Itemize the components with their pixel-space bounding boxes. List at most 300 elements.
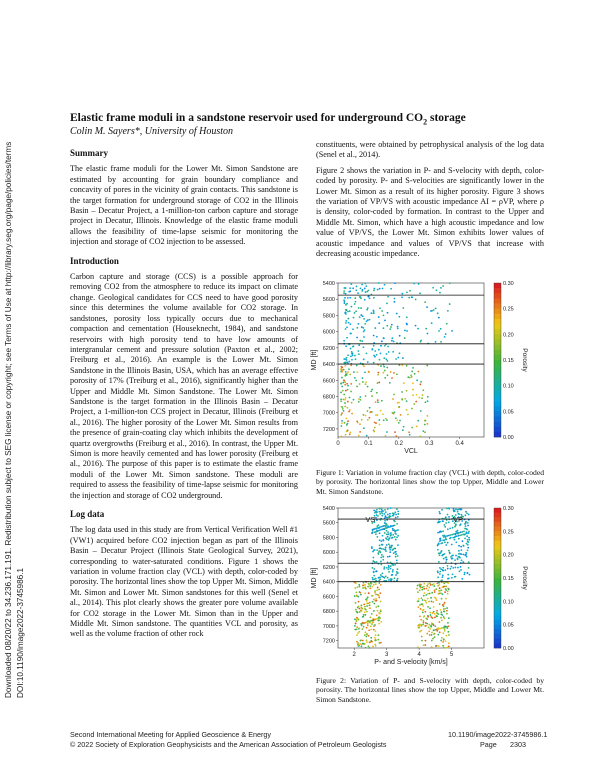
data-point: [387, 346, 389, 348]
data-point: [468, 514, 470, 516]
colorbar-segment: [494, 283, 501, 288]
data-point: [442, 593, 444, 595]
data-point: [390, 532, 392, 534]
colorbar-segment: [494, 578, 501, 583]
data-point: [443, 586, 445, 588]
data-point: [370, 312, 372, 314]
data-point: [441, 614, 443, 616]
data-point: [460, 549, 462, 551]
data-point: [425, 640, 427, 642]
data-point: [442, 570, 444, 572]
data-point: [374, 578, 376, 580]
data-point: [344, 399, 346, 401]
data-point: [441, 627, 443, 629]
colorbar-tick-label: 0.15: [503, 576, 514, 582]
data-point: [414, 373, 416, 375]
data-point: [365, 285, 367, 287]
data-point: [444, 591, 446, 593]
data-point: [467, 525, 469, 527]
data-point: [348, 291, 350, 293]
data-point: [397, 326, 399, 328]
data-point: [377, 620, 379, 622]
data-point: [406, 323, 408, 325]
data-point: [383, 327, 385, 329]
data-point: [384, 520, 386, 522]
figure-1-chart: [302, 275, 538, 461]
data-point: [386, 431, 388, 433]
data-point: [345, 434, 347, 436]
data-point: [422, 389, 424, 391]
data-point: [365, 636, 367, 638]
data-point: [417, 420, 419, 422]
data-point: [386, 523, 388, 525]
data-point: [346, 337, 348, 339]
colorbar-segment: [494, 298, 501, 303]
data-point: [396, 572, 398, 574]
data-point: [442, 576, 444, 578]
data-point: [372, 567, 374, 569]
data-point: [378, 595, 380, 597]
data-point: [347, 420, 349, 422]
data-point: [461, 534, 463, 536]
data-point: [429, 593, 431, 595]
data-point: [460, 546, 462, 548]
data-point: [386, 533, 388, 535]
data-point: [461, 531, 463, 533]
data-point: [346, 383, 348, 385]
y-tick-label: 5600: [322, 520, 335, 527]
data-point: [389, 328, 391, 330]
data-point: [396, 536, 398, 538]
data-point: [427, 589, 429, 591]
data-point: [347, 297, 349, 299]
data-point: [434, 633, 436, 635]
data-point: [346, 326, 348, 328]
data-point: [440, 568, 442, 570]
data-point: [443, 605, 445, 607]
data-point: [368, 592, 370, 594]
data-point: [365, 395, 367, 397]
data-point: [409, 434, 411, 436]
data-point: [383, 513, 385, 515]
data-point: [438, 330, 440, 332]
data-point: [437, 593, 439, 595]
data-point: [436, 599, 438, 601]
data-point: [468, 537, 470, 539]
data-point: [446, 323, 448, 325]
colorbar-segment: [494, 432, 501, 437]
x-axis-label: VCL: [404, 448, 418, 455]
data-point: [449, 553, 451, 555]
data-point: [345, 311, 347, 313]
data-point: [401, 391, 403, 393]
data-point: [378, 349, 380, 351]
data-point: [389, 551, 391, 553]
data-point: [397, 357, 399, 359]
data-point: [389, 382, 391, 384]
data-point: [364, 606, 366, 608]
data-point: [464, 523, 466, 525]
data-point: [354, 618, 356, 620]
data-point: [361, 340, 363, 342]
data-point: [439, 603, 441, 605]
data-point: [372, 577, 374, 579]
data-point: [426, 365, 428, 367]
colorbar-segment: [494, 643, 501, 648]
doi-notice: DOI:10.1190/image2022-3745986.1: [16, 567, 25, 698]
data-point: [391, 340, 393, 342]
data-point: [439, 567, 441, 569]
data-point: [466, 512, 468, 514]
data-point: [356, 611, 358, 613]
data-point: [435, 307, 437, 309]
data-point: [431, 634, 433, 636]
data-point: [448, 617, 450, 619]
data-point: [422, 605, 424, 607]
data-point: [391, 324, 393, 326]
data-point: [380, 557, 382, 559]
colorbar-segment: [494, 329, 501, 334]
data-point: [427, 616, 429, 618]
data-point: [357, 292, 359, 294]
data-point: [463, 530, 465, 532]
data-point: [445, 522, 447, 524]
data-point: [345, 371, 347, 373]
data-point: [347, 311, 349, 313]
data-point: [397, 578, 399, 580]
data-point: [421, 636, 423, 638]
data-point: [426, 415, 428, 417]
data-point: [375, 571, 377, 573]
data-point: [466, 535, 468, 537]
data-point: [353, 317, 355, 319]
data-point: [452, 567, 454, 569]
data-point: [383, 314, 385, 316]
data-point: [449, 568, 451, 570]
data-point: [439, 513, 441, 515]
data-point: [377, 289, 379, 291]
data-point: [373, 619, 375, 621]
data-point: [396, 523, 398, 525]
colorbar-segment: [494, 513, 501, 518]
data-point: [386, 325, 388, 327]
data-point: [345, 417, 347, 419]
colorbar-segment: [494, 293, 501, 298]
data-point: [457, 567, 459, 569]
data-point: [433, 606, 435, 608]
data-point: [422, 612, 424, 614]
data-point: [348, 411, 350, 413]
data-point: [382, 288, 384, 290]
data-point: [454, 567, 456, 569]
data-point: [447, 514, 449, 516]
data-point: [427, 400, 429, 402]
data-point: [389, 549, 391, 551]
data-point: [439, 571, 441, 573]
data-point: [356, 617, 358, 619]
data-point: [367, 620, 369, 622]
data-point: [444, 541, 446, 543]
data-point: [443, 558, 445, 560]
data-point: [354, 355, 356, 357]
data-point: [422, 430, 424, 432]
data-point: [374, 427, 376, 429]
data-point: [468, 532, 470, 534]
data-point: [360, 594, 362, 596]
data-point: [406, 316, 408, 318]
data-point: [344, 422, 346, 424]
data-point: [361, 645, 363, 647]
data-point: [360, 610, 362, 612]
data-point: [384, 549, 386, 551]
data-point: [394, 520, 396, 522]
author-line: Colin M. Sayers*, University of Houston: [70, 126, 234, 137]
colorbar-segment: [494, 611, 501, 616]
colorbar-segment: [494, 527, 501, 532]
colorbar-segment: [494, 288, 501, 293]
data-point: [411, 376, 413, 378]
colorbar-tick-label: 0.25: [503, 306, 514, 313]
data-point: [345, 320, 347, 322]
data-point: [367, 623, 369, 625]
data-point: [442, 645, 444, 647]
y-tick-label: 7000: [322, 410, 335, 417]
data-point: [445, 561, 447, 563]
data-point: [421, 625, 423, 627]
data-point: [439, 540, 441, 542]
data-point: [355, 310, 357, 312]
data-point: [397, 555, 399, 557]
data-point: [393, 394, 395, 396]
data-point: [398, 422, 400, 424]
data-point: [402, 429, 404, 431]
colorbar-tick-label: 0.05: [503, 622, 514, 629]
data-point: [393, 372, 395, 374]
data-point: [420, 341, 422, 343]
data-point: [377, 401, 379, 403]
data-point: [382, 556, 384, 558]
data-point: [383, 568, 385, 570]
data-point: [377, 605, 379, 607]
data-point: [360, 604, 362, 606]
data-point: [341, 406, 343, 408]
data-point: [378, 589, 380, 591]
data-point: [458, 550, 460, 552]
colorbar-segment: [494, 606, 501, 611]
data-point: [418, 627, 420, 629]
data-point: [392, 528, 394, 530]
data-point: [420, 381, 422, 383]
data-point: [363, 604, 365, 606]
data-point: [354, 297, 356, 299]
data-point: [443, 647, 445, 649]
data-point: [401, 364, 403, 366]
data-point: [424, 592, 426, 594]
data-point: [372, 595, 374, 597]
data-point: [388, 579, 390, 581]
download-sidebar: [2, 80, 36, 700]
data-point: [360, 287, 362, 289]
data-point: [467, 550, 469, 552]
data-point: [385, 576, 387, 578]
data-point: [380, 642, 382, 644]
data-point: [444, 630, 446, 632]
data-point: [358, 353, 360, 355]
data-point: [374, 590, 376, 592]
data-point: [347, 389, 349, 391]
colorbar-segment: [494, 406, 501, 411]
data-point: [454, 576, 456, 578]
data-point: [360, 623, 362, 625]
data-point: [357, 350, 359, 352]
data-point: [344, 375, 346, 377]
data-point: [373, 625, 375, 627]
data-point: [394, 282, 396, 284]
data-point: [458, 538, 460, 540]
data-point: [375, 414, 377, 416]
data-point: [386, 544, 388, 546]
data-point: [378, 419, 380, 421]
data-point: [364, 371, 366, 373]
data-point: [392, 398, 394, 400]
data-point: [340, 425, 342, 427]
data-point: [365, 383, 367, 385]
data-point: [399, 352, 401, 354]
data-point: [428, 626, 430, 628]
data-point: [385, 550, 387, 552]
colorbar-segment: [494, 314, 501, 319]
data-point: [373, 599, 375, 601]
colorbar-segment: [494, 587, 501, 592]
data-point: [383, 357, 385, 359]
data-point: [434, 589, 436, 591]
data-point: [364, 299, 366, 301]
data-point: [356, 371, 358, 373]
data-point: [358, 631, 360, 633]
data-point: [416, 426, 418, 428]
data-point: [425, 594, 427, 596]
footer-copyright: © 2022 Society of Exploration Geophysicists and the American Association of Petroleum Geologists: [70, 740, 387, 749]
data-point: [396, 508, 398, 510]
data-point: [380, 561, 382, 563]
data-point: [409, 290, 411, 292]
colorbar-segment: [494, 620, 501, 625]
data-point: [343, 292, 345, 294]
data-point: [416, 394, 418, 396]
data-point: [406, 330, 408, 332]
data-point: [373, 431, 375, 433]
data-point: [394, 411, 396, 413]
data-point: [417, 606, 419, 608]
data-point: [380, 353, 382, 355]
data-point: [343, 299, 345, 301]
data-point: [375, 510, 377, 512]
data-point: [376, 614, 378, 616]
data-point: [445, 535, 447, 537]
data-point: [382, 548, 384, 550]
data-point: [396, 580, 398, 582]
data-point: [454, 539, 456, 541]
data-point: [378, 580, 380, 582]
data-point: [421, 586, 423, 588]
data-point: [355, 609, 357, 611]
data-point: [412, 382, 414, 384]
data-point: [465, 552, 467, 554]
data-point: [380, 540, 382, 542]
data-point: [467, 539, 469, 541]
data-point: [379, 544, 381, 546]
data-point: [344, 381, 346, 383]
data-point: [454, 526, 456, 528]
colorbar-segment: [494, 304, 501, 309]
data-point: [444, 628, 446, 630]
data-point: [354, 629, 356, 631]
data-point: [460, 531, 462, 533]
data-point: [395, 435, 397, 437]
data-point: [367, 625, 369, 627]
y-tick-label: 6600: [322, 594, 335, 601]
x-axis-label: P- and S-velocity [km/s]: [374, 659, 448, 666]
data-point: [359, 340, 361, 342]
data-point: [397, 511, 399, 513]
data-point: [375, 583, 377, 585]
download-notice: Downloaded 08/20/22 to 34.236.171.191. Redistribution subject to SEG license or copyright; see Terms of Use at http://library.seg.org/page/policies/terms: [4, 141, 13, 698]
data-point: [389, 513, 391, 515]
data-point: [467, 541, 469, 543]
data-point: [392, 529, 394, 531]
data-point: [364, 592, 366, 594]
data-point: [429, 607, 431, 609]
data-point: [456, 535, 458, 537]
data-point: [343, 410, 345, 412]
data-point: [378, 596, 380, 598]
data-point: [449, 538, 451, 540]
data-point: [390, 580, 392, 582]
x-tick-label: 3: [384, 652, 389, 658]
data-point: [446, 610, 448, 612]
data-point: [404, 398, 406, 400]
data-point: [451, 558, 453, 560]
data-point: [355, 301, 357, 303]
data-point: [351, 402, 353, 404]
data-point: [434, 613, 436, 615]
data-point: [347, 318, 349, 320]
data-point: [360, 314, 362, 316]
colorbar-segment: [494, 531, 501, 536]
data-point: [356, 586, 358, 588]
y-tick-label: 7200: [322, 638, 335, 645]
data-point: [460, 566, 462, 568]
data-point: [438, 552, 440, 554]
y-axis-label: MD [ft]: [311, 567, 318, 589]
data-point: [381, 510, 383, 512]
logdata-text: The log data used in this study are from Vertical Verification Well #1 (VW1) acquired before CO2 injection began as part of the Illinois Basin – Decatur Project (Illinois State Geological Survey, 2021), corresponding to water-saturated conditions. Figure 1 shows the variation in volume fraction clay (VCL) with depth, color-coded by porosity. The horizontal lines show the top Upper Mt. Simon, Middle Mt. Simon and Lower Mt. Simon sandstones for this well (Senel et al., 2014). This plot clearly shows the greater pore volume available for CO2 storage in the Lower Mt. Simon than in the Upper and Middle Mt. Simon sandstone. The quantities VCL and porosity, as well as the volume fraction of other rock: [70, 525, 298, 639]
data-point: [398, 364, 400, 366]
data-point: [386, 517, 388, 519]
data-point: [349, 397, 351, 399]
data-point: [432, 601, 434, 603]
data-point: [433, 585, 435, 587]
data-point: [358, 608, 360, 610]
data-point: [364, 584, 366, 586]
data-point: [363, 427, 365, 429]
colorbar-tick-label: 0.15: [503, 358, 514, 364]
data-point: [378, 527, 380, 529]
data-point: [372, 621, 374, 623]
intro-text: Carbon capture and storage (CCS) is a possible approach for removing CO2 from the atmosphere to reduce its impact on climate change. Geological candidates for CCS need to have good porosity since this determines the volume available for CO2 storage. In sandstones, porosity loss typically occurs due to mechanical compaction and cementation (Houseknecht, 1984), and sandstone reservoirs with high porosity tend to have low amounts of intergranular cement and pressure solution (Paxton et al., 2002; Freiburg et al., 2016). An example is the Lower Mt. Simon Sandstone in the Illinois Basin, USA, which has an average effective porosity of 17% (Treiburg et al., 2016), significantly higher than the Upper and Middle Mt. Simon Sandstone. The Lower Mt. Simon Sandstone is the target formation in the Illinois Basin – Decatur Project, a 1-million-ton CCS project in Decatur, Illinois (Freiburg et al., 2016). The higher porosity of the Lower Mt. Simon results from the presence of grain-coating clay which inhibits the development of quartz overgrowths (Freiburg et al., 2016). In contrast, the Upper Mt. Simon is more heavily cemented and has lower porosity (Freiburg et al., 2016). The purpose of this paper is to estimate the elastic frame moduli of the Lower Mt. Simon sandstone. These moduli are required to assess the feasibility of time-lapse seismic for monitoring the injection and storage of CO2 underground.: [70, 272, 298, 500]
data-point: [419, 436, 421, 438]
data-point: [371, 547, 373, 549]
